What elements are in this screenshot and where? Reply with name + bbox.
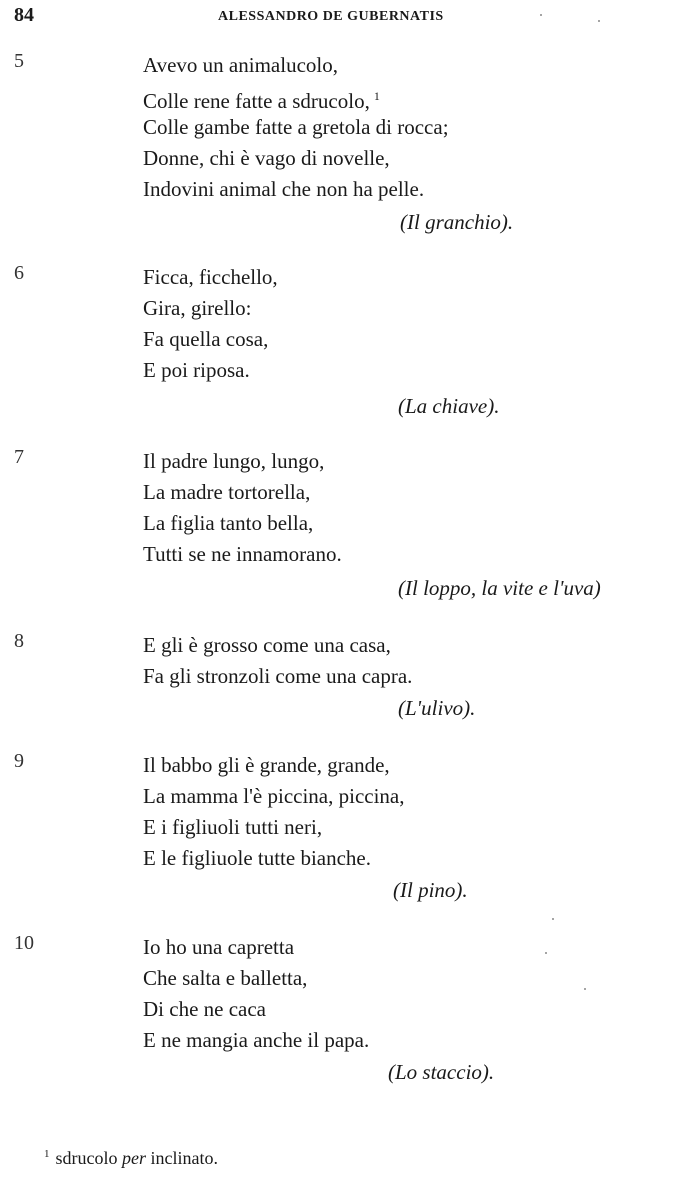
verse-line: E gli è grosso come una casa, <box>143 633 391 657</box>
riddle-lines <box>143 262 278 386</box>
verse-line: Fa quella cosa, <box>143 327 269 351</box>
scan-speck <box>552 918 554 920</box>
riddle-answer: (Il loppo, la vite e l'uva) <box>398 576 601 600</box>
scan-speck <box>540 14 542 16</box>
page-number: 84 <box>14 4 34 26</box>
riddle-lines <box>143 932 369 1056</box>
riddle-number: 9 <box>14 750 24 772</box>
scan-speck <box>598 20 600 22</box>
riddle-number: 5 <box>14 50 24 72</box>
verse-line: E le figliuole tutte bianche. <box>143 846 372 870</box>
verse-line: La mamma l'è piccina, piccina, <box>143 784 405 808</box>
riddle-lines <box>143 446 342 570</box>
scan-speck <box>584 988 586 990</box>
riddle-answer: (Lo staccio). <box>388 1060 495 1084</box>
verse-line <box>143 81 449 112</box>
riddle-number: 10 <box>14 932 34 954</box>
riddle-number: 6 <box>14 262 24 284</box>
footnote-number: 1 <box>44 1148 50 1160</box>
running-head: ALESSANDRO DE GUBERNATIS <box>218 9 444 24</box>
verse-line: Fa gli stronzoli come una capra. <box>143 664 413 688</box>
riddle-lines <box>143 50 449 205</box>
verse-line-text: Colle rene fatte a sdrucolo, <box>143 89 370 113</box>
verse-line: Ficca, ficchello, <box>143 265 278 289</box>
riddle-lines <box>143 630 412 692</box>
verse-line: E ne mangia anche il papa. <box>143 1028 370 1052</box>
footnote-connector: per <box>122 1148 146 1168</box>
verse-line: Di che ne caca <box>143 997 266 1021</box>
verse-line: E i figliuoli tutti neri, <box>143 815 323 839</box>
riddle-answer: (La chiave). <box>398 394 500 418</box>
verse-line: La figlia tanto bella, <box>143 511 314 535</box>
verse-line: Tutti se ne innamorano. <box>143 542 342 566</box>
footnote-term: sdrucolo <box>55 1148 118 1168</box>
riddle-lines <box>143 750 405 874</box>
riddle-answer: (L'ulivo). <box>398 696 476 720</box>
riddle-number: 8 <box>14 630 24 652</box>
verse-line: Il padre lungo, lungo, <box>143 449 325 473</box>
scan-speck <box>545 952 547 954</box>
riddle-answer: (Il granchio). <box>400 210 514 234</box>
verse-line: Gira, girello: <box>143 296 252 320</box>
riddle-answer: (Il pino). <box>393 878 468 902</box>
verse-line: La madre tortorella, <box>143 480 311 504</box>
footnote-marker: 1 <box>373 89 380 103</box>
verse-line: Io ho una capretta <box>143 935 295 959</box>
verse-line: Avevo un animalucolo, <box>143 53 338 77</box>
footnote-meaning: inclinato. <box>150 1148 218 1168</box>
verse-line: Colle gambe fatte a gretola di rocca; <box>143 115 449 139</box>
verse-line: Indovini animal che non ha pelle. <box>143 177 425 201</box>
verse-line: Il babbo gli è grande, grande, <box>143 753 390 777</box>
verse-line: Che salta e balletta, <box>143 966 308 990</box>
verse-line: E poi riposa. <box>143 358 250 382</box>
footnote <box>44 1148 218 1169</box>
riddle-number: 7 <box>14 446 24 468</box>
verse-line: Donne, chi è vago di novelle, <box>143 146 390 170</box>
